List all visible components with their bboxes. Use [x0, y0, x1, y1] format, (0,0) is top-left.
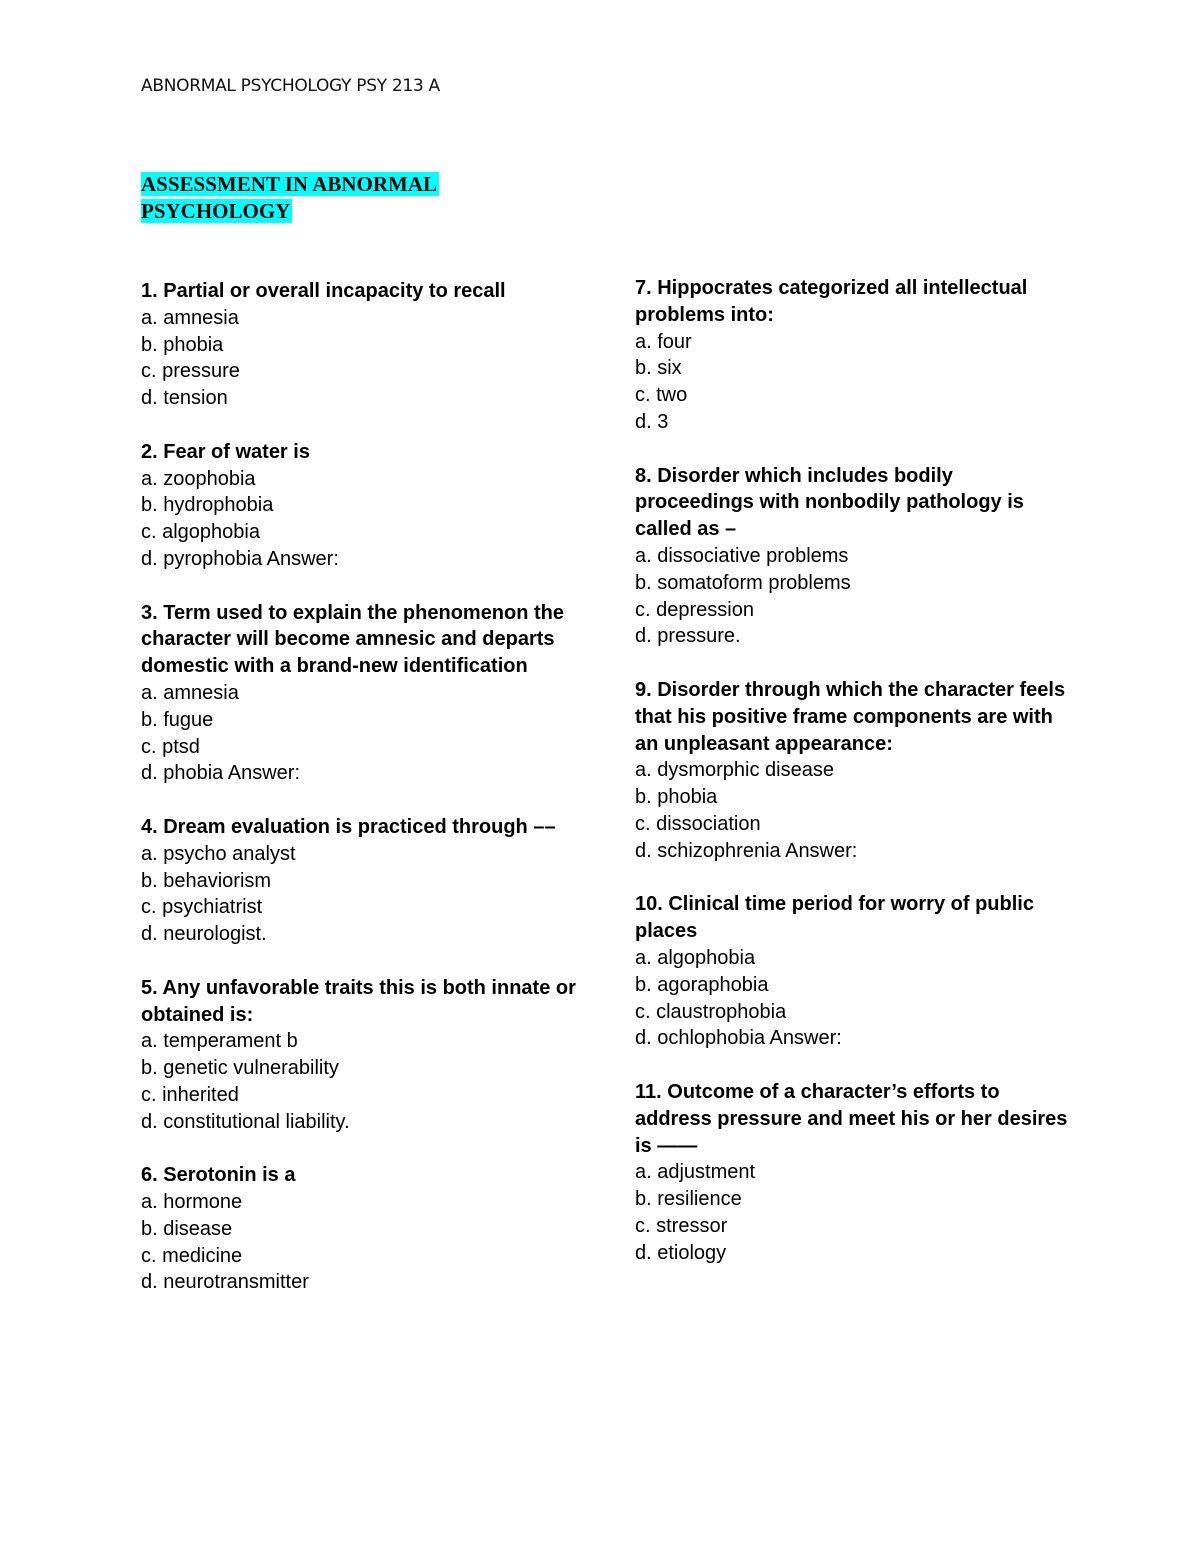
option-c: c. algophobia	[141, 521, 260, 544]
question-10	[635, 891, 1075, 1052]
question-text: 9. Disorder through which the character feels that his positive frame components are with an unpleasant appearance:	[635, 678, 1066, 755]
title-line-1: ASSESSMENT IN ABNORMAL	[141, 172, 438, 196]
question-text: 10. Clinical time period for worry of public places	[635, 893, 1034, 943]
option-a: a. algophobia	[635, 946, 756, 969]
option-d: d. etiology	[635, 1241, 727, 1264]
question-text: 7. Hippocrates categorized all intellectual problems into:	[635, 277, 1028, 326]
question-5	[141, 975, 581, 1136]
option-b: b. somatoform problems	[635, 571, 851, 594]
question-2	[141, 439, 581, 573]
option-b: b. agoraphobia	[635, 973, 769, 996]
question-7	[635, 275, 1075, 436]
option-a: a. amnesia	[141, 681, 239, 704]
question-text: 11. Outcome of a character’s efforts to address pressure and meet his or her desires is ——	[635, 1080, 1068, 1157]
option-b: b. hydrophobia	[141, 494, 274, 517]
option-d: d. schizophrenia Answer:	[635, 839, 858, 862]
question-text: 2. Fear of water is	[141, 440, 310, 463]
option-a: a. hormone	[141, 1191, 243, 1214]
option-d: d. pressure.	[635, 625, 741, 648]
option-b: b. phobia	[635, 786, 718, 809]
question-3	[141, 600, 581, 788]
option-c: c. medicine	[141, 1244, 243, 1267]
option-a: a. four	[635, 330, 692, 353]
question-text: 4. Dream evaluation is practiced through ––	[141, 815, 556, 838]
option-b: b. genetic vulnerability	[141, 1057, 339, 1080]
option-b: b. phobia	[141, 333, 224, 356]
option-d: d. ochlophobia Answer:	[635, 1027, 842, 1050]
option-d: d. neurotransmitter	[141, 1271, 309, 1294]
option-c: c. stressor	[635, 1214, 728, 1237]
option-a: a. psycho analyst	[141, 842, 296, 865]
document-title	[141, 171, 439, 225]
option-c: c. claustrophobia	[635, 1000, 787, 1023]
option-a: a. dissociative problems	[635, 544, 849, 567]
page-header: ABNORMAL PSYCHOLOGY PSY 213 A	[141, 76, 440, 96]
question-11	[635, 1079, 1075, 1267]
option-a: a. temperament b	[141, 1030, 298, 1053]
option-c: c. inherited	[141, 1083, 239, 1106]
option-d: d. constitutional liability.	[141, 1110, 350, 1133]
option-a: a. amnesia	[141, 306, 239, 329]
option-a: a. dysmorphic disease	[635, 759, 834, 782]
option-c: c. dissociation	[635, 812, 761, 835]
option-c: c. two	[635, 384, 688, 407]
option-d: d. phobia Answer:	[141, 762, 300, 785]
questions-right-column	[635, 275, 1075, 1293]
option-c: c. psychiatrist	[141, 896, 263, 919]
title-line-2: PSYCHOLOGY	[141, 199, 291, 223]
option-d: d. neurologist.	[141, 923, 267, 946]
question-text: 5. Any unfavorable traits this is both innate or obtained is:	[141, 976, 576, 1026]
question-text: 8. Disorder which includes bodily proceedings with nonbodily pathology is called as –	[635, 464, 1024, 541]
option-c: c. depression	[635, 598, 754, 621]
questions-left-column	[141, 278, 581, 1323]
question-9	[635, 677, 1075, 865]
option-b: b. fugue	[141, 708, 214, 731]
question-4	[141, 814, 581, 948]
option-b: b. disease	[141, 1217, 233, 1240]
question-text: 1. Partial or overall incapacity to recall	[141, 280, 506, 302]
question-6	[141, 1162, 581, 1296]
option-a: a. zoophobia	[141, 467, 256, 490]
question-text: 3. Term used to explain the phenomenon the character will become amnesic and departs domestic with a brand-new identification	[141, 601, 565, 678]
question-text: 6. Serotonin is a	[141, 1164, 296, 1187]
option-d: d. pyrophobia Answer:	[141, 547, 339, 570]
option-a: a. adjustment	[635, 1161, 756, 1184]
option-c: c. ptsd	[141, 735, 200, 758]
option-d: d. tension	[141, 387, 228, 410]
option-d: d. 3	[635, 410, 669, 433]
option-b: b. resilience	[635, 1188, 742, 1211]
option-c: c. pressure	[141, 360, 240, 383]
option-b: b. behaviorism	[141, 869, 272, 892]
option-b: b. six	[635, 357, 682, 380]
question-1	[141, 278, 581, 412]
question-8	[635, 463, 1075, 651]
